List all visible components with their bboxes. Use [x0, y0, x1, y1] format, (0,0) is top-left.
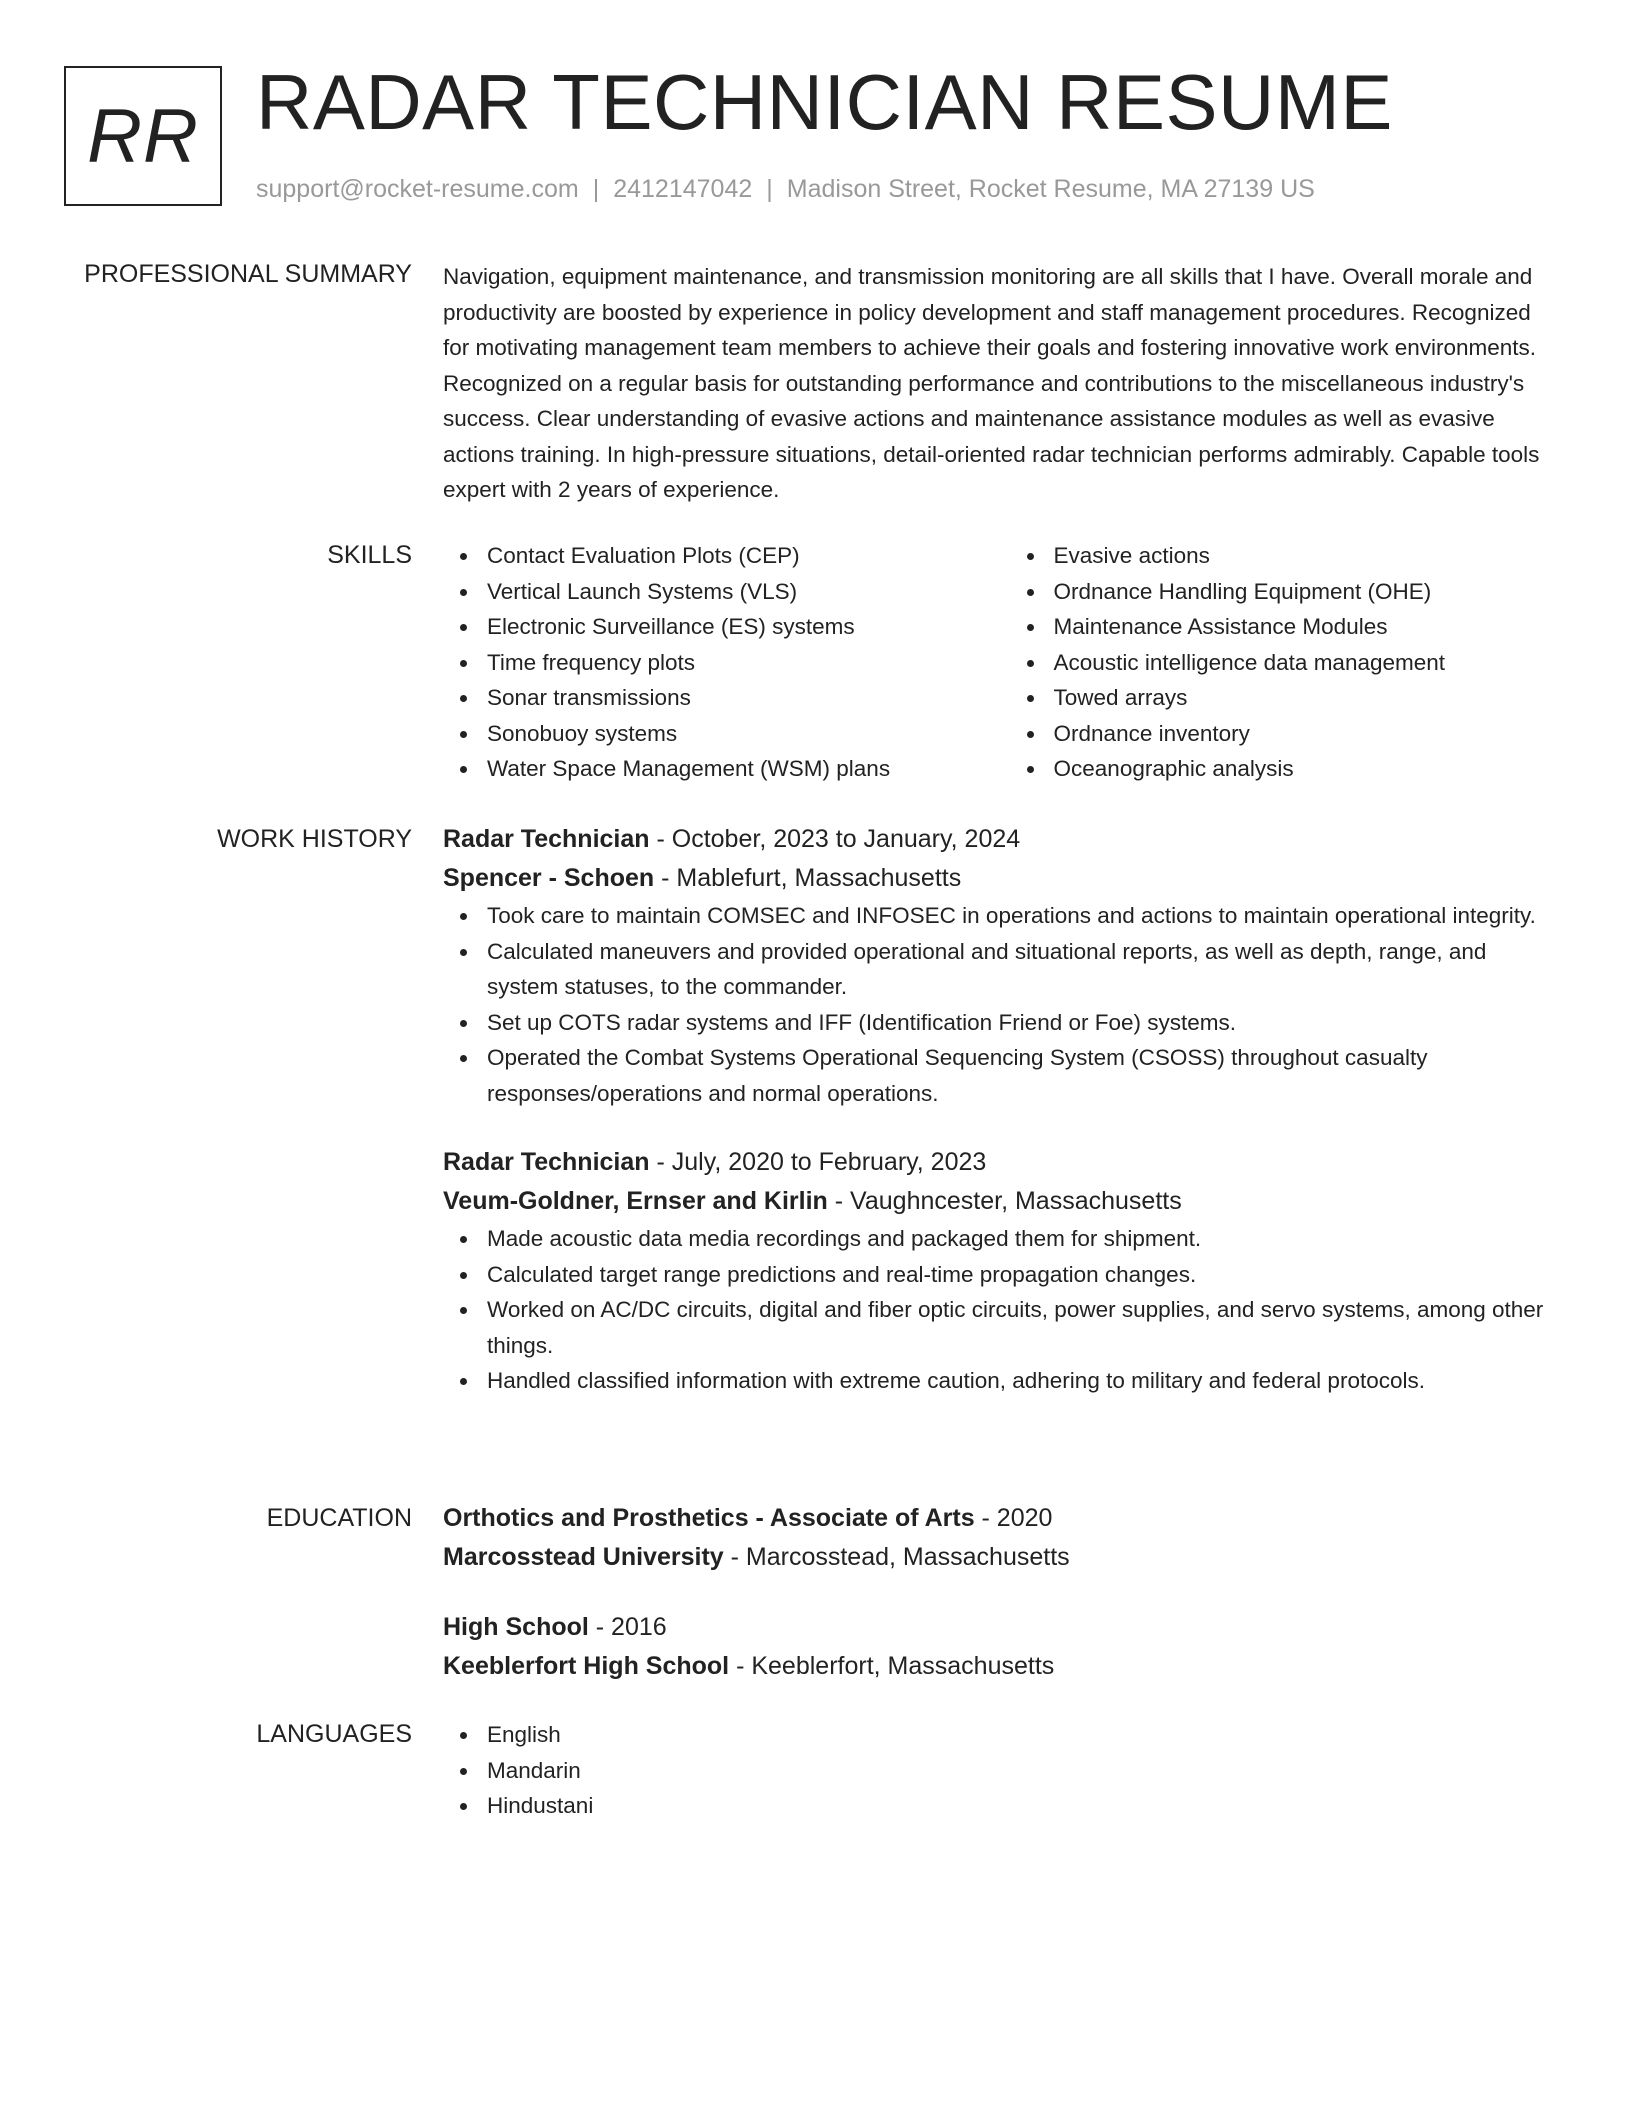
- skills-body: [443, 538, 1553, 787]
- contact-email: support@rocket-resume.com: [256, 175, 579, 203]
- skill-item: Ordnance Handling Equipment (OHE): [1054, 574, 1553, 610]
- education-degree: Orthotics and Prosthetics - Associate of Arts: [443, 1504, 975, 1532]
- section-label-summary: PROFESSIONAL SUMMARY: [84, 260, 412, 288]
- education-year: - 2016: [588, 1613, 667, 1641]
- monogram-text: RR: [87, 93, 199, 179]
- job-company: Spencer - Schoen: [443, 864, 655, 892]
- skill-item: Maintenance Assistance Modules: [1054, 609, 1553, 645]
- job-bullet: Made acoustic data media recordings and packaged them for shipment.: [487, 1221, 1553, 1257]
- skill-item: Contact Evaluation Plots (CEP): [487, 538, 1010, 574]
- job-location: - Mablefurt, Massachusetts: [654, 864, 962, 892]
- job-bullet: Set up COTS radar systems and IFF (Identification Friend or Foe) systems.: [487, 1005, 1553, 1041]
- language-item: English: [487, 1717, 1553, 1753]
- languages-list: [443, 1717, 1553, 1824]
- work-history-body: [443, 820, 1553, 1399]
- education-year: - 2020: [974, 1504, 1053, 1532]
- job-title-line: [443, 820, 1553, 859]
- resume-title: RADAR TECHNICIAN RESUME: [256, 58, 1393, 146]
- section-label-education: EDUCATION: [266, 1504, 412, 1532]
- skill-item: Sonobuoy systems: [487, 716, 1010, 752]
- education-school-line: [443, 1538, 1553, 1577]
- job-company-line: [443, 859, 1553, 898]
- job-title: Radar Technician: [443, 1148, 650, 1176]
- section-label-skills: SKILLS: [327, 541, 412, 569]
- language-item: Mandarin: [487, 1753, 1553, 1789]
- education-degree: High School: [443, 1613, 589, 1641]
- education-degree-line: [443, 1608, 1553, 1647]
- skills-column-2: [1010, 538, 1553, 787]
- contact-separator: |: [766, 175, 773, 203]
- job-bullets: [443, 1221, 1553, 1399]
- education-school: Keeblerfort High School: [443, 1652, 730, 1680]
- summary-text: Navigation, equipment maintenance, and transmission monitoring are all skills that I have. Overall morale and productivity are boosted by experience in policy development and staff management procedures. Recognized for motivating management team members to achieve their goals and fostering innovative work environments. Recognized on a regular basis for outstanding performance and contributions to the miscellaneous industry's success. Clear understanding of evasive actions and maintenance assistance modules as well as evasive actions training. In high-pressure situations, detail-oriented radar technician performs admirably. Capable tools expert with 2 years of experience.: [443, 264, 1540, 502]
- skill-item: Sonar transmissions: [487, 680, 1010, 716]
- education-school-line: [443, 1647, 1553, 1686]
- education-degree-line: [443, 1499, 1553, 1538]
- education-body: [443, 1499, 1553, 1686]
- skill-item: Ordnance inventory: [1054, 716, 1553, 752]
- skill-item: Time frequency plots: [487, 645, 1010, 681]
- job-bullet: Calculated target range predictions and real-time propagation changes.: [487, 1257, 1553, 1293]
- contact-separator: |: [592, 175, 600, 203]
- education-school: Marcosstead University: [443, 1543, 724, 1571]
- job-entry: [443, 820, 1553, 1111]
- skill-item: Evasive actions: [1054, 538, 1553, 574]
- education-entry: [443, 1608, 1553, 1686]
- job-location: - Vaughncester, Massachusetts: [827, 1187, 1182, 1215]
- job-title: Radar Technician: [443, 825, 650, 853]
- job-title-line: [443, 1143, 1553, 1182]
- contact-phone: 2412147042: [613, 175, 753, 203]
- education-entry: [443, 1499, 1553, 1577]
- job-company: Veum-Goldner, Ernser and Kirlin: [443, 1187, 828, 1215]
- job-entry: [443, 1143, 1553, 1399]
- skill-item: Electronic Surveillance (ES) systems: [487, 609, 1010, 645]
- education-location: - Marcosstead, Massachusetts: [723, 1543, 1070, 1571]
- section-label-work-history: WORK HISTORY: [217, 825, 412, 853]
- contact-line: [256, 172, 1315, 206]
- job-bullet: Took care to maintain COMSEC and INFOSEC in operations and actions to maintain operational integrity.: [487, 898, 1553, 934]
- summary-body: [443, 259, 1553, 508]
- job-dates: - October, 2023 to January, 2024: [649, 825, 1021, 853]
- skill-item: Water Space Management (WSM) plans: [487, 751, 1010, 787]
- contact-address: Madison Street, Rocket Resume, MA 27139 US: [786, 175, 1315, 203]
- skill-item: Oceanographic analysis: [1054, 751, 1553, 787]
- job-bullet: Operated the Combat Systems Operational Sequencing System (CSOSS) throughout casualty responses/operations and normal operations.: [487, 1040, 1553, 1111]
- job-company-line: [443, 1182, 1553, 1221]
- education-location: - Keeblerfort, Massachusetts: [729, 1652, 1055, 1680]
- skill-item: Towed arrays: [1054, 680, 1553, 716]
- job-bullet: Handled classified information with extreme caution, adhering to military and federal protocols.: [487, 1363, 1553, 1399]
- languages-body: [443, 1717, 1553, 1824]
- job-bullet: Worked on AC/DC circuits, digital and fiber optic circuits, power supplies, and servo systems, among other things.: [487, 1292, 1553, 1363]
- job-dates: - July, 2020 to February, 2023: [649, 1148, 987, 1176]
- skills-column-1: [443, 538, 1010, 787]
- job-bullet: Calculated maneuvers and provided operational and situational reports, as well as depth, range, and system statuses, to the commander.: [487, 934, 1553, 1005]
- monogram-logo: [64, 66, 222, 206]
- section-label-languages: LANGUAGES: [256, 1720, 412, 1748]
- skill-item: Acoustic intelligence data management: [1054, 645, 1553, 681]
- skill-item: Vertical Launch Systems (VLS): [487, 574, 1010, 610]
- language-item: Hindustani: [487, 1788, 1553, 1824]
- job-bullets: [443, 898, 1553, 1111]
